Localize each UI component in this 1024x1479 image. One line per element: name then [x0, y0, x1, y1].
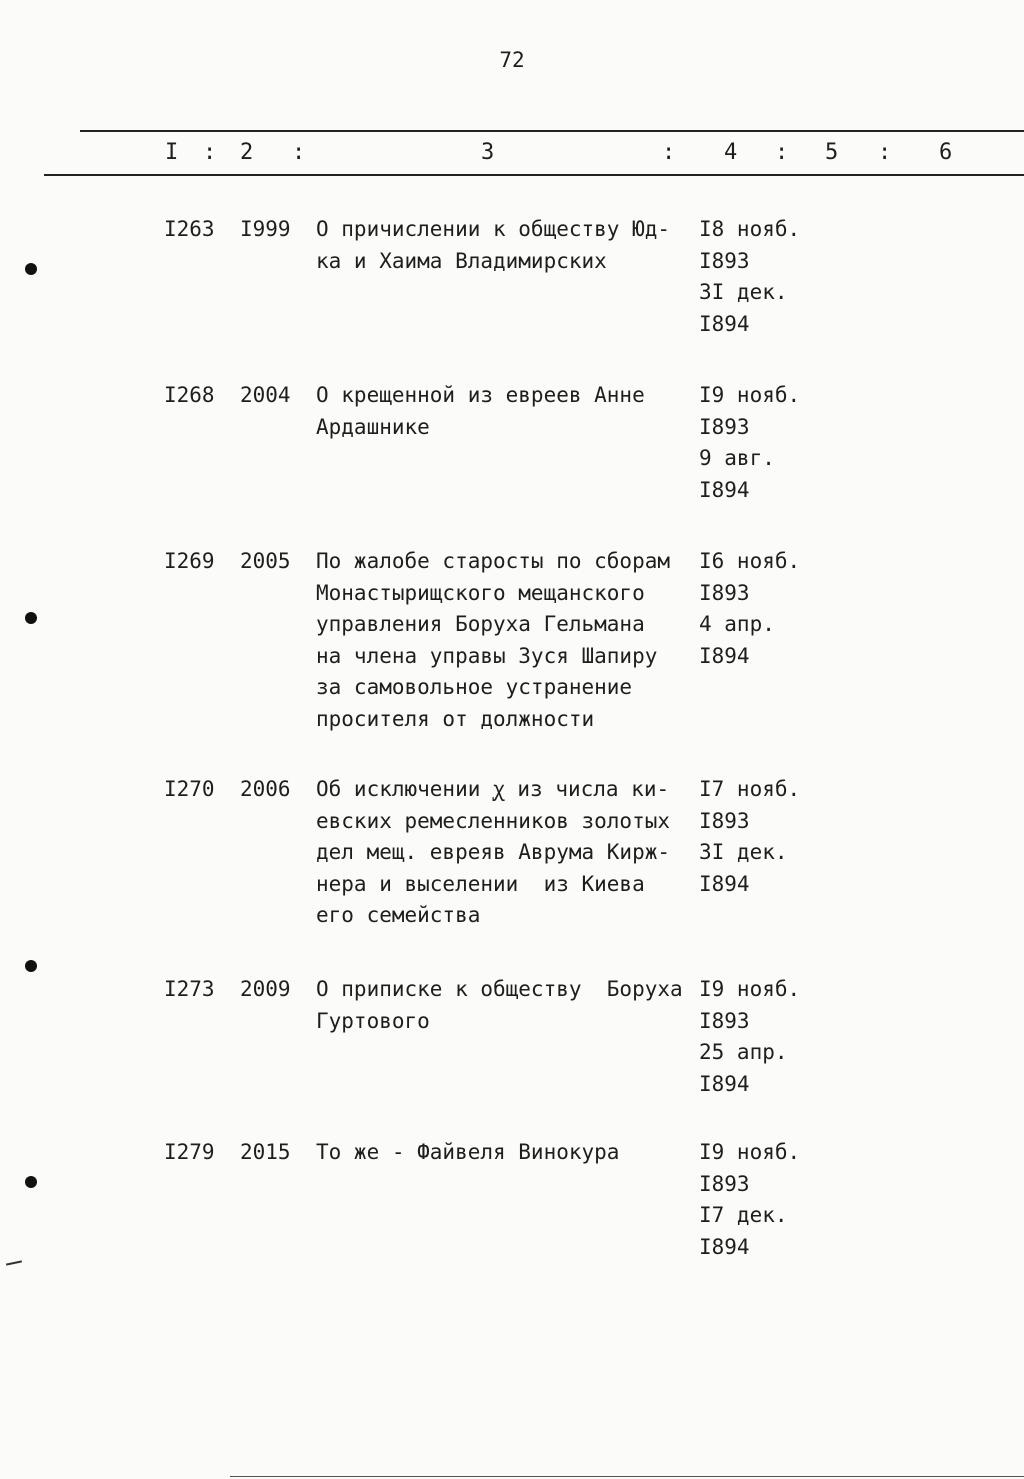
- punch-hole: [25, 612, 37, 624]
- description-line: нера и выселении из Киева: [316, 871, 645, 896]
- entry-number: I269: [164, 549, 215, 573]
- header-column-label: :: [662, 140, 676, 165]
- punch-hole: [25, 960, 37, 972]
- description-line: Ардашнике: [316, 414, 430, 439]
- description-line: Гуртового: [316, 1008, 430, 1033]
- punch-hole: [25, 1176, 37, 1188]
- description-line: Монастырищского мещанского: [316, 580, 645, 605]
- header-column-label: :: [878, 140, 892, 165]
- entry-number: I273: [164, 977, 215, 1001]
- description-line: его семейства: [316, 903, 481, 927]
- punch-hole: [25, 263, 37, 275]
- file-number: 2006: [240, 777, 291, 801]
- file-number: 2005: [240, 549, 291, 573]
- case-description: [316, 774, 691, 932]
- date-line: I7 нояб.: [699, 777, 801, 801]
- description-line: на члена управы Зуся Шапиру: [316, 643, 658, 668]
- case-description: [316, 380, 691, 443]
- description-line: дел мещ. евреяв Аврума Кирж-: [316, 840, 671, 864]
- description-line: О приписке к обществу Боруха: [316, 977, 683, 1001]
- entry-number: I279: [164, 1140, 215, 1164]
- description-line: По жалобе старосты по сборам: [316, 549, 671, 573]
- date-line: I894: [699, 1234, 750, 1259]
- description-line: управления Боруха Гельмана: [316, 612, 645, 636]
- date-line: I9 нояб.: [699, 1140, 801, 1164]
- file-number: I999: [240, 217, 291, 241]
- date-line: I894: [699, 871, 750, 896]
- header-column-label: :: [203, 140, 217, 165]
- date-line: 3I дек.: [699, 840, 788, 864]
- date-line: I8 нояб.: [699, 217, 801, 241]
- header-column-label: 6: [939, 140, 953, 165]
- description-line: за самовольное устранение: [316, 675, 633, 699]
- description-line: ка и Хаима Владимирских: [316, 248, 607, 273]
- file-number: 2004: [240, 383, 291, 407]
- date-line: I894: [699, 1071, 750, 1096]
- top-rule: [80, 130, 1024, 132]
- case-description: [316, 974, 691, 1037]
- description-line: О причислении к обществу Юд-: [316, 217, 671, 241]
- date-line: I894: [699, 477, 750, 502]
- date-line: I893: [699, 248, 750, 273]
- date-line: I894: [699, 311, 750, 336]
- header-column-label: 4: [724, 140, 738, 165]
- case-dates: [699, 380, 800, 506]
- date-line: I893: [699, 580, 750, 605]
- entry-number: I270: [164, 777, 215, 801]
- case-description: [316, 1137, 691, 1169]
- date-line: 3I дек.: [699, 280, 788, 304]
- date-line: I893: [699, 1171, 750, 1196]
- header-column-label: I: [165, 140, 179, 165]
- date-line: I9 нояб.: [699, 977, 801, 1001]
- case-dates: [699, 546, 800, 672]
- entry-number: I263: [164, 217, 215, 241]
- date-line: 9 авг.: [699, 446, 775, 470]
- description-line: Об исключении ꭕ из числа ки-: [316, 777, 670, 801]
- date-line: I893: [699, 808, 750, 833]
- header-column-label: 2: [240, 140, 254, 165]
- date-line: I7 дек.: [699, 1203, 788, 1227]
- date-line: I893: [699, 1008, 750, 1033]
- date-line: 25 апр.: [699, 1040, 788, 1064]
- file-number: 2015: [240, 1140, 291, 1164]
- date-line: I894: [699, 643, 750, 668]
- date-line: I893: [699, 414, 750, 439]
- bottom-rule: [230, 1476, 1024, 1477]
- description-line: просителя от должности: [316, 706, 595, 731]
- date-line: I9 нояб.: [699, 383, 801, 407]
- header-column-label: :: [292, 140, 306, 165]
- date-line: I6 нояб.: [699, 549, 801, 573]
- header-rule: [44, 174, 1024, 176]
- file-number: 2009: [240, 977, 291, 1001]
- case-description: [316, 546, 691, 735]
- case-description: [316, 214, 691, 277]
- header-column-label: 3: [481, 140, 495, 165]
- margin-mark: [6, 1260, 22, 1265]
- description-line: То же - Файвеля Винокура: [316, 1140, 620, 1164]
- entry-number: I268: [164, 383, 215, 407]
- case-dates: [699, 974, 800, 1100]
- description-line: евских ремесленников золотых: [316, 808, 671, 833]
- header-column-label: 5: [825, 140, 839, 165]
- header-column-label: :: [775, 140, 789, 165]
- case-dates: [699, 774, 800, 900]
- description-line: О крещенной из евреев Анне: [316, 383, 645, 407]
- page-number: 72: [499, 48, 525, 72]
- case-dates: [699, 214, 800, 340]
- date-line: 4 апр.: [699, 612, 775, 636]
- case-dates: [699, 1137, 800, 1263]
